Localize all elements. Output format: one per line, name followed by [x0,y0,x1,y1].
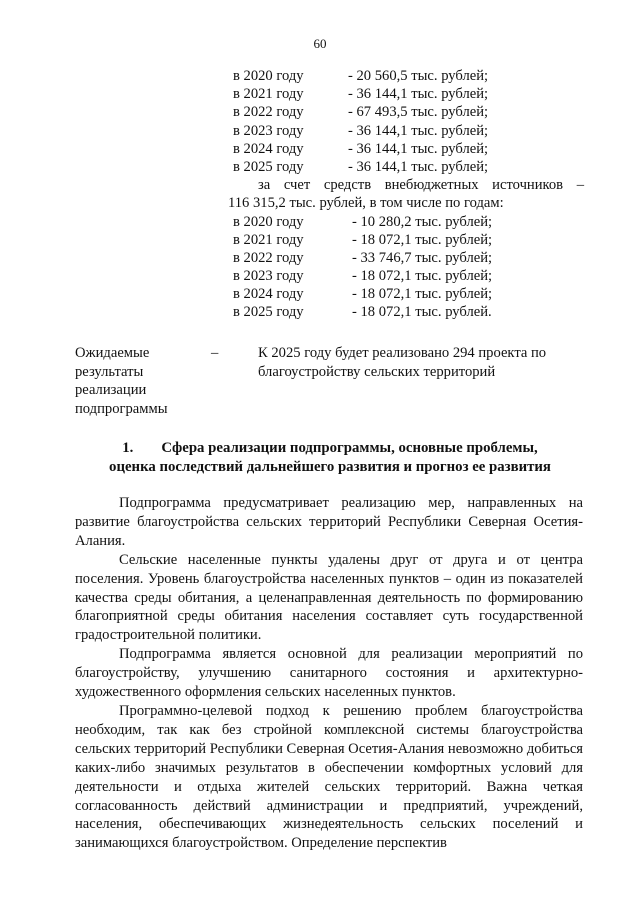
extrabudget-total: 116 315,2 тыс. рублей, в том числе по годам: [228,195,504,212]
funding-row [228,103,584,121]
funding-amount: - 36 144,1 тыс. рублей; [348,122,489,139]
funding-row [228,140,584,158]
funding-amount: - 18 072,1 тыс. рублей; [352,286,493,303]
extrabudget-line-2 [228,194,584,212]
funding-row [228,85,584,103]
funding-amount: - 36 144,1 тыс. рублей; [348,86,489,103]
funding-amount: - 10 280,2 тыс. рублей; [352,213,493,230]
section-heading [75,439,585,477]
section-number: 1. [122,440,134,456]
funding-year: в 2023 году [233,122,304,139]
extrabudget-line-1: за счет средств внебюджетных источников – [258,177,584,194]
funding-year: в 2020 году [233,213,304,230]
funding-amount: - 36 144,1 тыс. рублей; [348,140,489,157]
funding-year: в 2021 году [233,86,304,103]
funding-amount: - 36 144,1 тыс. рублей; [348,158,489,175]
paragraph: Сельские населенные пункты удалены друг от друга и от центра поселения. Уровень благоустройства населенных пунктов – один из показателей качества среды обитания, а целенаправленная деятельность по формированию благоприятной среды обитания населения составляет суть государственной градостроительной политики. [75,551,583,644]
funding-amount: - 20 560,5 тыс. рублей; [348,68,489,84]
section-body [75,494,583,853]
paragraph: Подпрограмма предусматривает реализацию мер, направленных на развитие благоустройства сельских территорий Республики Северная Осетия-Алания. [75,495,583,549]
funding-year: в 2021 году [233,231,304,248]
funding-year: в 2023 году [233,268,304,285]
expected-results-dash: – [211,345,219,361]
page-number: 60 [313,36,327,51]
section-title-line-1: Сфера реализации подпрограммы, основные проблемы, [161,440,538,456]
funding-amount: - 18 072,1 тыс. рублей; [352,231,493,248]
label-line: подпрограммы [75,400,168,417]
funding-row [228,67,584,85]
label-line: Ожидаемые [75,345,150,361]
funding-amount: - 67 493,5 тыс. рублей; [348,104,489,121]
section-title-line-2: оценка последствий дальнейшего развития и прогноз ее развития [109,459,551,475]
funding-amount: - 18 072,1 тыс. рублей. [352,304,492,321]
paragraph: Подпрограмма является основной для реализации мероприятий по благоустройству, улучшению санитарного состояния и архитектурно-художественного оформления сельских населенных пунктов. [75,646,583,701]
funding-year: в 2024 году [233,286,304,303]
funding-row [228,231,584,249]
funding-row [228,249,584,267]
funding-year: в 2022 году [233,249,304,266]
funding-row [228,285,584,303]
funding-row [228,158,584,176]
funding-row [228,122,584,140]
funding-row [228,267,584,285]
funding-year: в 2025 году [233,304,304,321]
paragraph: Программно-целевой подход к решению проблем благоустройства необходим, так как без стройной комплексной системы благоустройства сельских территорий Республики Северная Осетия-Алания невозможно добиться каких-либо значимых результатов в обеспечении комфортных условий для деятельности и отдыха жителей сельских территорий. Важна четкая согласованность действий администрации и предприятий, учреждений, населения, обеспечивающих жизнедеятельность сельских поселений и занимающихся благоустройством. Определение перспектив [75,702,584,852]
funding-year: в 2022 году [233,104,304,121]
label-line: реализации [75,382,147,398]
label-line: результаты [75,363,144,380]
funding-amount: - 33 746,7 тыс. рублей; [352,249,493,266]
funding-row [228,303,584,321]
expected-results-label [75,344,195,418]
funding-row [228,213,584,231]
funding-year: в 2024 году [233,140,304,157]
funding-block [228,67,584,322]
expected-results-text: К 2025 году будет реализовано 294 проекта по благоустройству сельских территорий [258,345,547,380]
funding-amount: - 18 072,1 тыс. рублей; [352,268,493,285]
funding-year: в 2025 году [233,158,304,175]
funding-year: в 2020 году [233,68,304,84]
